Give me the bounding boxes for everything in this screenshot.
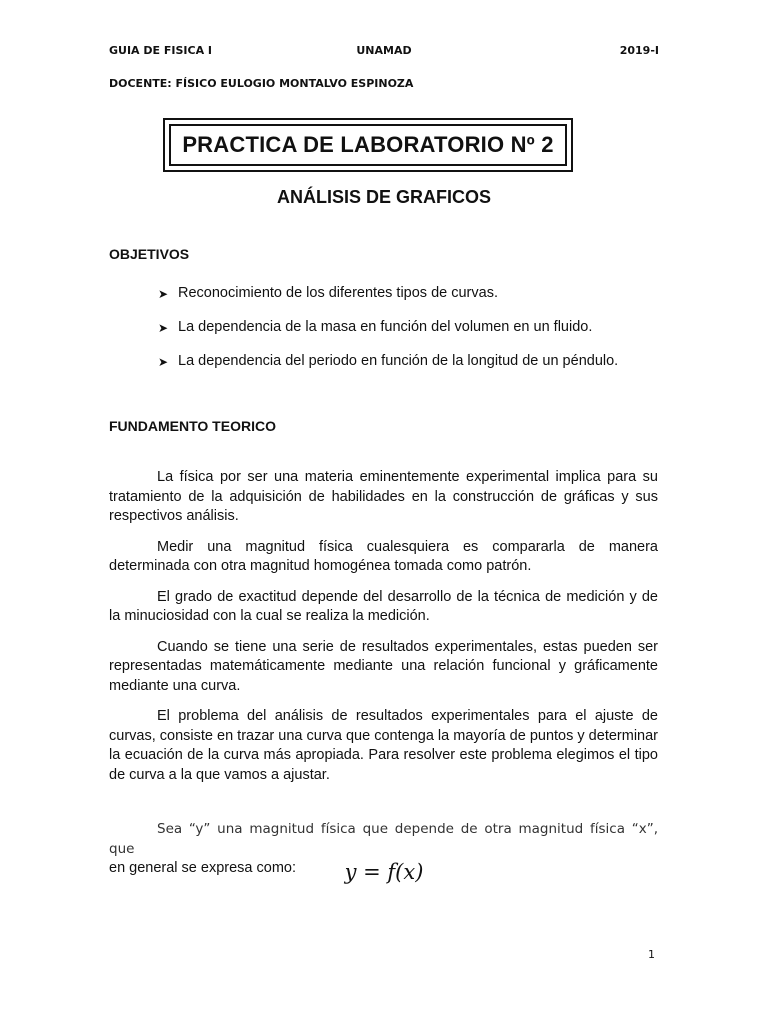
objetivos-heading: OBJETIVOS	[109, 246, 190, 262]
arrow-bullet-icon: ➤	[158, 321, 169, 335]
header-university: UNAMAD	[356, 44, 412, 57]
fundamento-heading: FUNDAMENTO TEORICO	[109, 418, 276, 434]
title-frame	[163, 118, 573, 172]
final-line-2: en general se expresa como:	[109, 860, 296, 876]
page-number: 1	[648, 948, 655, 961]
header-docente: DOCENTE: FÍSICO EULOGIO MONTALVO ESPINOZA	[109, 77, 414, 90]
arrow-bullet-icon: ➤	[158, 287, 169, 301]
objetivos-list	[158, 285, 668, 387]
paragraph: La física por ser una materia eminentemente experimental implica para su tratamiento de la adquisición de habilidades en la construcción de gráficas y sus respectivos análisis.	[109, 469, 658, 524]
page-header	[109, 44, 659, 60]
paragraph: El problema del análisis de resultados experimentales para el ajuste de curvas, consiste en trazar una curva que contenga la mayoría de puntos y determinar la ecuación de la curva más apropiada. Para resolver este problema elegimos el tipo de curva a la que vamos a ajustar.	[109, 708, 658, 783]
paragraph: Cuando se tiene una serie de resultados experimentales, estas pueden ser representadas matemáticamente mediante una relación funcional y gráficamente mediante una curva.	[109, 638, 658, 694]
page-title: PRACTICA DE LABORATORIO Nº 2	[169, 124, 567, 166]
header-term: 2019-I	[619, 44, 659, 57]
list-item	[158, 319, 668, 353]
list-item	[158, 285, 668, 319]
objetivo-text: La dependencia de la masa en función del volumen en un fluido.	[178, 319, 593, 335]
objetivo-text: Reconocimiento de los diferentes tipos de curvas.	[178, 285, 498, 301]
arrow-bullet-icon: ➤	[158, 355, 169, 369]
list-item	[158, 353, 668, 387]
fundamento-body	[109, 468, 658, 796]
paragraph: Medir una magnitud física cualesquiera es compararla de manera determinada con otra magnitud homogénea tomada como patrón.	[109, 538, 658, 574]
objetivo-text: La dependencia del periodo en función de la longitud de un péndulo.	[178, 353, 619, 369]
page-subtitle: ANÁLISIS DE GRAFICOS	[276, 187, 491, 207]
paragraph: El grado de exactitud depende del desarrollo de la técnica de medición y de la minuciosidad con la cual se realiza la medición.	[109, 588, 658, 624]
formula: y = f(x)	[344, 860, 424, 884]
header-course: GUIA DE FISICA I	[109, 44, 213, 57]
final-line-1: Sea “y” una magnitud física que depende de otra magnitud física “x”, que	[109, 821, 658, 857]
